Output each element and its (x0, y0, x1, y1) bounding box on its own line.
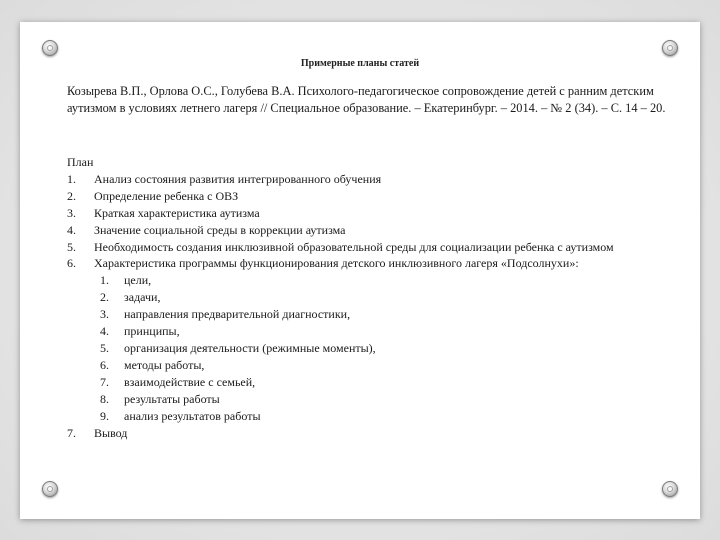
pin-icon (662, 481, 678, 497)
subitem-text: цели, (124, 273, 152, 288)
item-number: 3. (67, 205, 76, 220)
sublist-item (67, 357, 692, 374)
pin-icon (662, 40, 678, 56)
sublist-item (67, 272, 692, 289)
subitem-text: анализ результатов работы (124, 408, 261, 423)
list-item (67, 188, 692, 205)
subitem-number: 1. (100, 273, 109, 288)
slide-card (20, 22, 700, 519)
page-title: Примерные планы статей (300, 58, 420, 69)
list-item (67, 205, 692, 222)
pin-icon (42, 481, 58, 497)
sublist-item (67, 408, 692, 425)
list-item (67, 425, 692, 442)
item-number: 1. (67, 171, 76, 186)
item-text: Значение социальной среды в коррекции аутизма (94, 222, 346, 237)
subitem-number: 2. (100, 290, 109, 305)
subitem-number: 3. (100, 307, 109, 322)
list-item (67, 171, 692, 188)
sublist-item (67, 374, 692, 391)
subitem-number: 9. (100, 408, 109, 423)
subitem-text: задачи, (124, 290, 161, 305)
item-number: 2. (67, 188, 76, 203)
sublist-item (67, 340, 692, 357)
subitem-text: направления предварительной диагностики, (124, 307, 351, 322)
item-text: Анализ состояния развития интегрированного обучения (94, 171, 382, 186)
item-text: Краткая характеристика аутизма (94, 205, 260, 220)
item-number: 5. (67, 239, 76, 254)
sublist-item (67, 391, 692, 408)
plan-list (67, 154, 692, 441)
list-item (67, 222, 692, 239)
list-item (67, 255, 692, 272)
subitem-text: результаты работы (124, 391, 220, 406)
subitem-number: 6. (100, 357, 109, 372)
list-item (67, 239, 692, 256)
subitem-text: методы работы, (124, 357, 205, 372)
sublist-item (67, 306, 692, 323)
item-number: 4. (67, 222, 76, 237)
item-text: Определение ребенка с ОВЗ (94, 188, 239, 203)
item-number: 7. (67, 425, 76, 440)
pin-icon (42, 40, 58, 56)
subitem-text: взаимодействие с семьей, (124, 374, 256, 389)
subitem-text: принципы, (124, 324, 180, 339)
item-text: Характеристика программы функционирования детского инклюзивного лагеря «Подсолнухи»: (94, 256, 579, 271)
subitem-number: 5. (100, 340, 109, 355)
citation-text: Козырева В.П., Орлова О.С., Голубева В.А. Психолого-педагогическое сопровождение детей с ранним детским аутизмом в условиях летнего лагеря // Специальное образование. – Екатеринбург. – 2014. – № 2 (34). – С. 14 – 20. (67, 84, 666, 115)
subitem-number: 8. (100, 391, 109, 406)
subitem-text: организация деятельности (режимные моменты), (124, 340, 376, 355)
item-number: 6. (67, 256, 76, 271)
sublist-item (67, 323, 692, 340)
plan-heading: План (67, 155, 94, 169)
subitem-number: 7. (100, 374, 109, 389)
item-text: Вывод (94, 425, 128, 440)
sublist-item (67, 289, 692, 306)
subitem-number: 4. (100, 324, 109, 339)
item-text: Необходимость создания инклюзивной образовательной среды для социализации ребенка с аутизмом (94, 239, 614, 254)
